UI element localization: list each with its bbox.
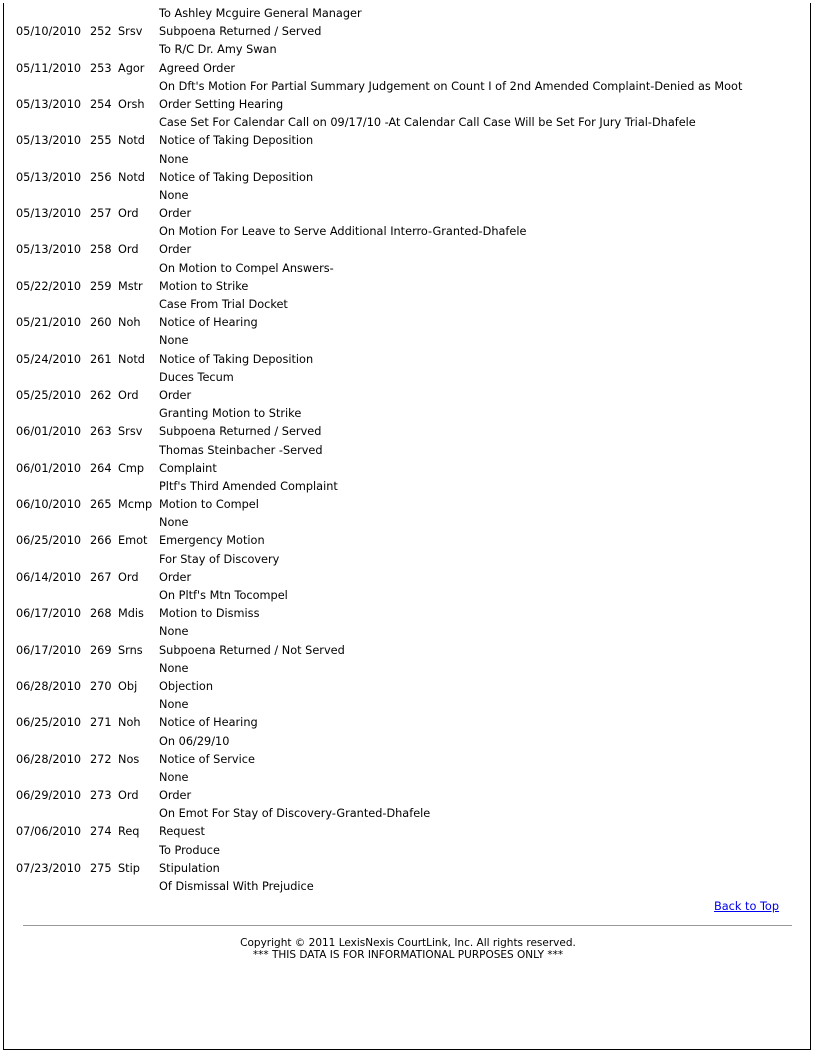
- entry-code: Noh: [118, 716, 141, 730]
- docket-entry-detail-row: [0, 660, 816, 678]
- entry-date: 06/10/2010: [16, 498, 82, 512]
- entry-text: Order: [159, 570, 192, 584]
- docket-entry-detail-row: [0, 405, 816, 423]
- docket-entry-row: [0, 60, 816, 78]
- entry-text: None: [159, 625, 189, 639]
- docket-entry-row: [0, 787, 816, 805]
- docket-entry-detail-row: [0, 696, 816, 714]
- docket-entry-detail-row: [0, 296, 816, 314]
- entry-number: 257: [90, 207, 112, 221]
- entry-date: 06/17/2010: [16, 607, 82, 621]
- entry-text: For Stay of Discovery: [159, 552, 280, 566]
- copyright-text: Copyright © 2011 LexisNexis CourtLink, Inc. All rights reserved.: [240, 937, 576, 949]
- entry-text: Of Dismissal With Prejudice: [159, 880, 314, 893]
- entry-text: None: [159, 188, 189, 202]
- entry-code: Emot: [118, 534, 148, 548]
- entry-number: 255: [90, 134, 112, 148]
- entry-code: Ord: [118, 243, 139, 257]
- entry-number: 273: [90, 789, 112, 803]
- docket-entry-detail-row: [0, 514, 816, 532]
- entry-text: Notice of Service: [159, 752, 255, 766]
- entry-code: Obj: [118, 679, 138, 693]
- entry-code: Srns: [118, 643, 143, 657]
- docket-entry-detail-row: [0, 733, 816, 751]
- entry-code: Mdis: [118, 607, 144, 621]
- entry-text: Notice of Hearing: [159, 316, 258, 330]
- entry-text: On 06/29/10: [159, 734, 230, 748]
- entry-text: Notice of Taking Deposition: [159, 352, 314, 366]
- docket-entry-detail-row: [0, 478, 816, 496]
- docket-entry-row: [0, 460, 816, 478]
- entry-text: Order: [159, 207, 192, 221]
- entry-text: Emergency Motion: [159, 534, 265, 548]
- entry-number: 265: [90, 498, 112, 512]
- docket-entry-row: [0, 169, 816, 187]
- entry-text: On Emot For Stay of Discovery-Granted-Dhafele: [159, 807, 431, 821]
- docket-entry-row: [0, 96, 816, 114]
- entry-number: 261: [90, 352, 112, 366]
- entry-date: 05/25/2010: [16, 388, 82, 402]
- entry-text: Case Set For Calendar Call on 09/17/10 -At Calendar Call Case Will be Set For Jury Trial-Dhafele: [159, 116, 696, 130]
- entry-text: On Motion For Leave to Serve Additional Interro-Granted-Dhafele: [159, 225, 527, 239]
- back-to-top-link[interactable]: Back to Top: [714, 900, 780, 913]
- entry-text: None: [159, 770, 189, 784]
- docket-entry-row: [0, 714, 816, 732]
- entry-text: On Dft's Motion For Partial Summary Judgement on Count I of 2nd Amended Complaint-Denied as Moot: [159, 79, 743, 93]
- docket-entry-row: [0, 241, 816, 259]
- entry-text: To Ashley Mcguire General Manager: [159, 7, 362, 20]
- docket-entry-row: [0, 860, 816, 878]
- entry-text: Duces Tecum: [159, 370, 234, 384]
- entry-code: Ord: [118, 207, 139, 221]
- docket-entry-detail-row: [0, 842, 816, 860]
- docket-entry-detail-row: [0, 41, 816, 59]
- entry-text: Stipulation: [159, 861, 220, 875]
- docket-entry-detail-row: [0, 114, 816, 132]
- entry-date: 05/21/2010: [16, 316, 82, 330]
- entry-date: 05/10/2010: [16, 25, 82, 39]
- entry-code: Cmp: [118, 461, 145, 475]
- docket-entry-detail-row: [0, 332, 816, 350]
- entry-code: Noh: [118, 316, 141, 330]
- entry-date: 06/14/2010: [16, 570, 82, 584]
- entry-code: Mstr: [118, 279, 143, 293]
- docket-entry-row: [0, 423, 816, 441]
- entry-date: 05/13/2010: [16, 134, 82, 148]
- entry-text: Complaint: [159, 461, 217, 475]
- entry-number: 263: [90, 425, 112, 439]
- entry-date: 05/24/2010: [16, 352, 82, 366]
- entry-number: 275: [90, 861, 112, 875]
- entry-text: Notice of Taking Deposition: [159, 170, 314, 184]
- footer-divider: [23, 925, 792, 926]
- docket-entry-detail-row: [0, 623, 816, 641]
- entry-text: Motion to Dismiss: [159, 607, 260, 621]
- entry-date: 06/17/2010: [16, 643, 82, 657]
- entry-number: 267: [90, 570, 112, 584]
- entry-code: Nos: [118, 752, 140, 766]
- docket-entry-row: [0, 496, 816, 514]
- entry-text: On Pltf's Mtn Tocompel: [159, 589, 288, 602]
- docket-entries: [0, 5, 816, 896]
- entry-code: Req: [118, 825, 140, 839]
- entry-number: 274: [90, 825, 112, 839]
- entry-text: Order: [159, 243, 192, 257]
- entry-number: 262: [90, 388, 112, 402]
- entry-number: 252: [90, 25, 112, 39]
- entry-date: 06/01/2010: [16, 461, 82, 475]
- entry-text: Order: [159, 789, 192, 803]
- entry-text: Agreed Order: [159, 61, 236, 75]
- entry-text: Thomas Steinbacher -Served: [159, 443, 323, 457]
- entry-text: Subpoena Returned / Served: [159, 25, 322, 39]
- entry-code: Notd: [118, 352, 145, 366]
- entry-text: None: [159, 152, 189, 166]
- entry-number: 272: [90, 752, 112, 766]
- docket-entry-row: [0, 532, 816, 550]
- entry-text: Case From Trial Docket: [159, 298, 288, 311]
- entry-number: 259: [90, 279, 112, 293]
- entry-text: Notice of Hearing: [159, 716, 258, 730]
- entry-number: 260: [90, 316, 112, 330]
- entry-date: 06/29/2010: [16, 789, 82, 803]
- entry-date: 05/13/2010: [16, 207, 82, 221]
- entry-text: Motion to Compel: [159, 498, 259, 512]
- entry-code: Notd: [118, 170, 145, 184]
- docket-entry-row: [0, 823, 816, 841]
- docket-entry-detail-row: [0, 805, 816, 823]
- entry-number: 258: [90, 243, 112, 257]
- docket-entry-detail-row: [0, 769, 816, 787]
- docket-entry-row: [0, 132, 816, 150]
- entry-text: Notice of Taking Deposition: [159, 134, 314, 148]
- docket-entry-detail-row: [0, 587, 816, 605]
- entry-code: Mcmp: [118, 498, 153, 512]
- docket-entry-detail-row: [0, 223, 816, 241]
- footer: [0, 938, 816, 961]
- entry-date: 05/13/2010: [16, 243, 82, 257]
- docket-entry-detail-row: [0, 187, 816, 205]
- entry-date: 05/22/2010: [16, 279, 82, 293]
- entry-number: 269: [90, 643, 112, 657]
- docket-entry-row: [0, 605, 816, 623]
- entry-text: Motion to Strike: [159, 279, 249, 293]
- entry-code: Ord: [118, 388, 139, 402]
- entry-number: 256: [90, 170, 112, 184]
- docket-entry-row: [0, 205, 816, 223]
- entry-date: 05/13/2010: [16, 97, 82, 111]
- entry-text: To Produce: [159, 843, 220, 857]
- entry-text: Order Setting Hearing: [159, 97, 284, 111]
- docket-entry-row: [0, 678, 816, 696]
- entry-text: Order: [159, 388, 192, 402]
- entry-code: Ord: [118, 789, 139, 803]
- entry-text: Granting Motion to Strike: [159, 407, 302, 421]
- docket-entry-row: [0, 751, 816, 769]
- entry-code: Notd: [118, 134, 145, 148]
- entry-text: Request: [159, 825, 205, 839]
- entry-code: Stip: [118, 861, 140, 875]
- docket-entry-row: [0, 387, 816, 405]
- docket-entry-detail-row: [0, 878, 816, 896]
- docket-entry-row: [0, 569, 816, 587]
- docket-entry-row: [0, 278, 816, 296]
- entry-code: Srsv: [118, 425, 143, 439]
- entry-number: 266: [90, 534, 112, 548]
- entry-number: 268: [90, 607, 112, 621]
- entry-date: 06/01/2010: [16, 425, 82, 439]
- entry-text: Subpoena Returned / Served: [159, 425, 322, 439]
- entry-text: To R/C Dr. Amy Swan: [159, 43, 277, 57]
- docket-entry-row: [0, 642, 816, 660]
- entry-date: 06/25/2010: [16, 716, 82, 730]
- entry-number: 253: [90, 61, 112, 75]
- entry-code: Agor: [118, 61, 145, 75]
- docket-entry-row: [0, 351, 816, 369]
- entry-date: 06/25/2010: [16, 534, 82, 548]
- entry-date: 06/28/2010: [16, 679, 82, 693]
- docket-entry-detail-row: [0, 551, 816, 569]
- entry-text: Objection: [159, 679, 214, 693]
- docket-entry-row: [0, 23, 816, 41]
- docket-entry-detail-row: [0, 369, 816, 387]
- docket-entry-row: [0, 314, 816, 332]
- docket-entry-detail-row: [0, 442, 816, 460]
- entry-text: None: [159, 516, 189, 530]
- entry-date: 05/11/2010: [16, 61, 82, 75]
- entry-text: None: [159, 698, 189, 712]
- entry-text: Subpoena Returned / Not Served: [159, 643, 345, 657]
- docket-entry-detail-row: [0, 260, 816, 278]
- entry-date: 05/13/2010: [16, 170, 82, 184]
- entry-number: 264: [90, 461, 112, 475]
- entry-date: 07/23/2010: [16, 861, 82, 875]
- entry-text: None: [159, 334, 189, 348]
- entry-text: None: [159, 661, 189, 675]
- entry-number: 270: [90, 679, 112, 693]
- entry-code: Srsv: [118, 25, 143, 39]
- disclaimer-text: *** THIS DATA IS FOR INFORMATIONAL PURPOSES ONLY ***: [252, 948, 564, 961]
- docket-entry-detail-row: [0, 151, 816, 169]
- entry-number: 271: [90, 716, 112, 730]
- entry-code: Ord: [118, 570, 139, 584]
- entry-text: Pltf's Third Amended Complaint: [159, 479, 338, 493]
- entry-date: 06/28/2010: [16, 752, 82, 766]
- docket-entry-detail-row: [0, 5, 816, 23]
- entry-date: 07/06/2010: [16, 825, 82, 839]
- entry-code: Orsh: [118, 97, 145, 111]
- docket-entry-detail-row: [0, 78, 816, 96]
- entry-text: On Motion to Compel Answers-: [159, 261, 334, 275]
- entry-number: 254: [90, 97, 112, 111]
